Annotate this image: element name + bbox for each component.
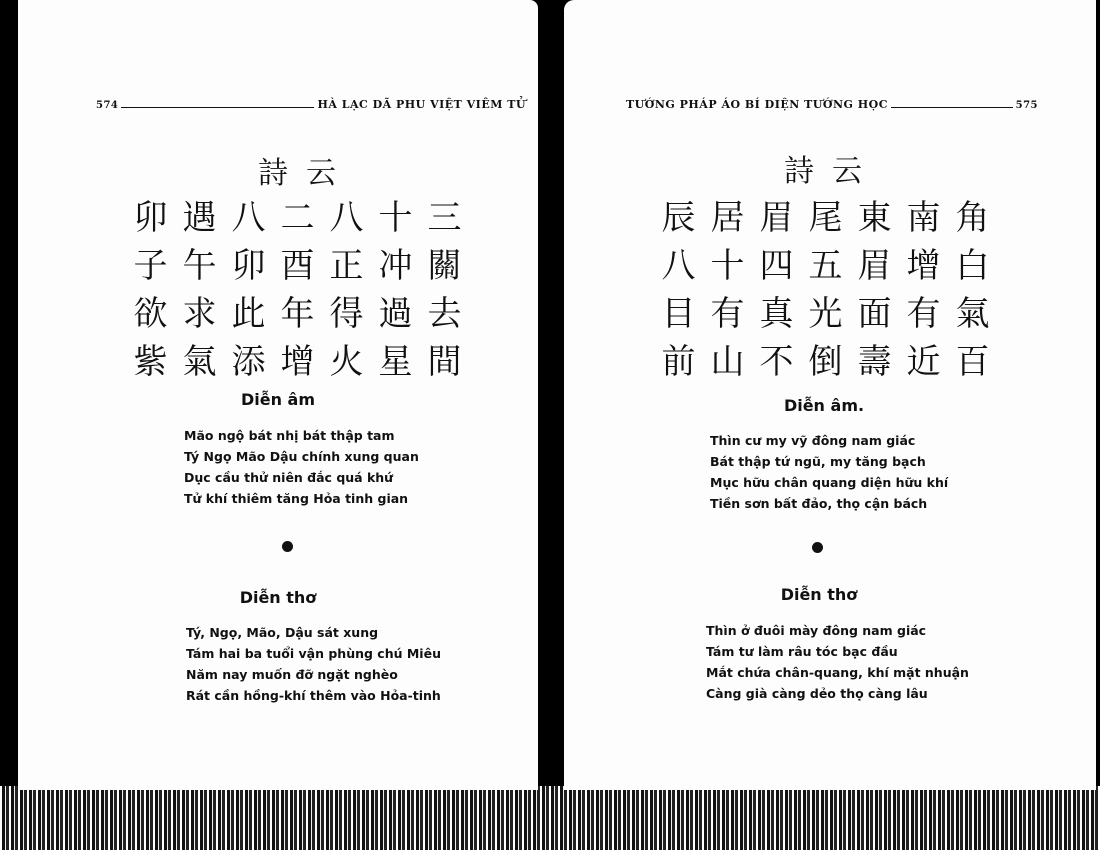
- left-page: [18, 0, 538, 790]
- han-character: 山: [710, 342, 745, 382]
- verse-line: Rát cần hồng-khí thêm vào Hỏa-tinh: [186, 688, 441, 703]
- han-character: 真: [759, 294, 794, 334]
- han-character: 前: [661, 342, 696, 382]
- dien-tho-verse: [186, 622, 441, 706]
- han-character: 居: [710, 198, 745, 238]
- han-character: 午: [182, 246, 217, 286]
- right-page: [564, 0, 1096, 790]
- running-title: TƯỚNG PHÁP ÁO BÍ DIỆN TƯỚNG HỌC: [626, 98, 888, 111]
- verse-line: Mắt chứa chân-quang, khí mặt nhuận: [706, 665, 969, 680]
- han-character: 尾: [808, 198, 843, 238]
- han-character: 面: [857, 294, 892, 334]
- han-character: 八: [231, 198, 266, 238]
- han-character: 三: [427, 198, 462, 238]
- han-character: 正: [329, 246, 364, 286]
- verse-line: Tý, Ngọ, Mão, Dậu sát xung: [186, 625, 379, 640]
- han-character: 八: [329, 198, 364, 238]
- han-character: 過: [378, 294, 413, 334]
- poem-title: 詩云: [784, 154, 880, 189]
- dien-tho-title: Diễn thơ: [780, 585, 858, 604]
- verse-line: Tám hai ba tuổi vận phùng chú Miêu: [186, 646, 441, 661]
- han-character: 有: [710, 294, 745, 334]
- han-character: 倒: [808, 342, 843, 382]
- han-character: 去: [427, 294, 462, 334]
- han-character: 此: [231, 294, 266, 334]
- han-character: 十: [710, 246, 745, 286]
- page-number: 574: [96, 100, 119, 111]
- han-character: 欲: [133, 294, 168, 334]
- han-character: 光: [808, 294, 843, 334]
- verse-line: Tý Ngọ Mão Dậu chính xung quan: [184, 449, 419, 464]
- han-character: 目: [661, 294, 696, 334]
- verse-line: Dục cầu thử niên đắc quá khứ: [184, 470, 394, 485]
- verse-line: Năm nay muốn đỡ ngặt nghèo: [186, 667, 398, 682]
- dien-tho-verse: [706, 620, 969, 704]
- right-page-header: [626, 98, 1038, 111]
- han-character: 增: [280, 342, 315, 382]
- verse-line: Tám tư làm râu tóc bạc đầu: [706, 644, 898, 659]
- verse-line: Càng già càng dẻo thọ càng lâu: [706, 686, 928, 701]
- verse-line: Tiền sơn bất đảo, thọ cận bách: [710, 496, 928, 511]
- running-title: HÀ LẠC DÃ PHU VIỆT VIÊM TỬ: [317, 98, 526, 111]
- han-character: 氣: [955, 294, 990, 334]
- han-character: 五: [808, 246, 843, 286]
- han-character: 近: [906, 342, 941, 382]
- han-character: 二: [280, 198, 315, 238]
- han-character: 遇: [182, 198, 217, 238]
- page-number: 575: [1015, 100, 1038, 111]
- han-character: 壽: [857, 342, 892, 382]
- han-character: 子: [133, 246, 168, 286]
- verse-line: Mão ngộ bát nhị bát thập tam: [184, 428, 395, 443]
- han-character: 酉: [280, 246, 315, 286]
- han-character: 紫: [133, 342, 168, 382]
- dien-am-verse: [710, 430, 948, 514]
- verse-line: Mục hữu chân quang diện hữu khí: [710, 475, 949, 490]
- han-character: 十: [378, 198, 413, 238]
- han-poem-grid: [126, 196, 469, 384]
- verse-line: Bát thập tứ ngũ, my tăng bạch: [710, 454, 926, 469]
- verse-line: Thìn cư my vỹ đông nam giác: [710, 433, 916, 448]
- han-character: 增: [906, 246, 941, 286]
- han-character: 不: [759, 342, 794, 382]
- han-character: 星: [378, 342, 413, 382]
- han-character: 冲: [378, 246, 413, 286]
- han-character: 火: [329, 342, 364, 382]
- header-rule: [891, 107, 1013, 108]
- han-character: 添: [231, 342, 266, 382]
- han-character: 南: [906, 198, 941, 238]
- verse-line: Tử khí thiêm tăng Hỏa tinh gian: [184, 491, 409, 506]
- han-character: 卯: [231, 246, 266, 286]
- section-divider-bullet: [812, 542, 823, 553]
- section-divider-bullet: [282, 541, 293, 552]
- han-character: 白: [955, 246, 990, 286]
- han-character: 卯: [133, 198, 168, 238]
- han-character: 氣: [182, 342, 217, 382]
- dien-am-verse: [184, 425, 419, 509]
- han-character: 間: [427, 342, 462, 382]
- scanner-edge-strip: [0, 786, 1100, 850]
- han-character: 四: [759, 246, 794, 286]
- poem-title: 詩云: [258, 156, 354, 191]
- han-character: 眉: [857, 246, 892, 286]
- left-page-header: [96, 98, 526, 111]
- dien-am-title: Diễn âm: [240, 390, 316, 409]
- han-character: 辰: [661, 198, 696, 238]
- han-character: 百: [955, 342, 990, 382]
- han-character: 有: [906, 294, 941, 334]
- han-character: 東: [857, 198, 892, 238]
- dien-tho-title: Diễn thơ: [239, 588, 317, 607]
- han-character: 眉: [759, 198, 794, 238]
- han-character: 年: [280, 294, 315, 334]
- han-character: 得: [329, 294, 364, 334]
- han-poem-grid: [654, 196, 997, 384]
- han-character: 求: [182, 294, 217, 334]
- han-character: 八: [661, 246, 696, 286]
- han-character: 角: [955, 198, 990, 238]
- han-character: 關: [427, 246, 462, 286]
- header-rule: [121, 107, 314, 108]
- verse-line: Thìn ở đuôi mày đông nam giác: [706, 623, 927, 638]
- dien-am-title: Diễn âm.: [783, 396, 865, 415]
